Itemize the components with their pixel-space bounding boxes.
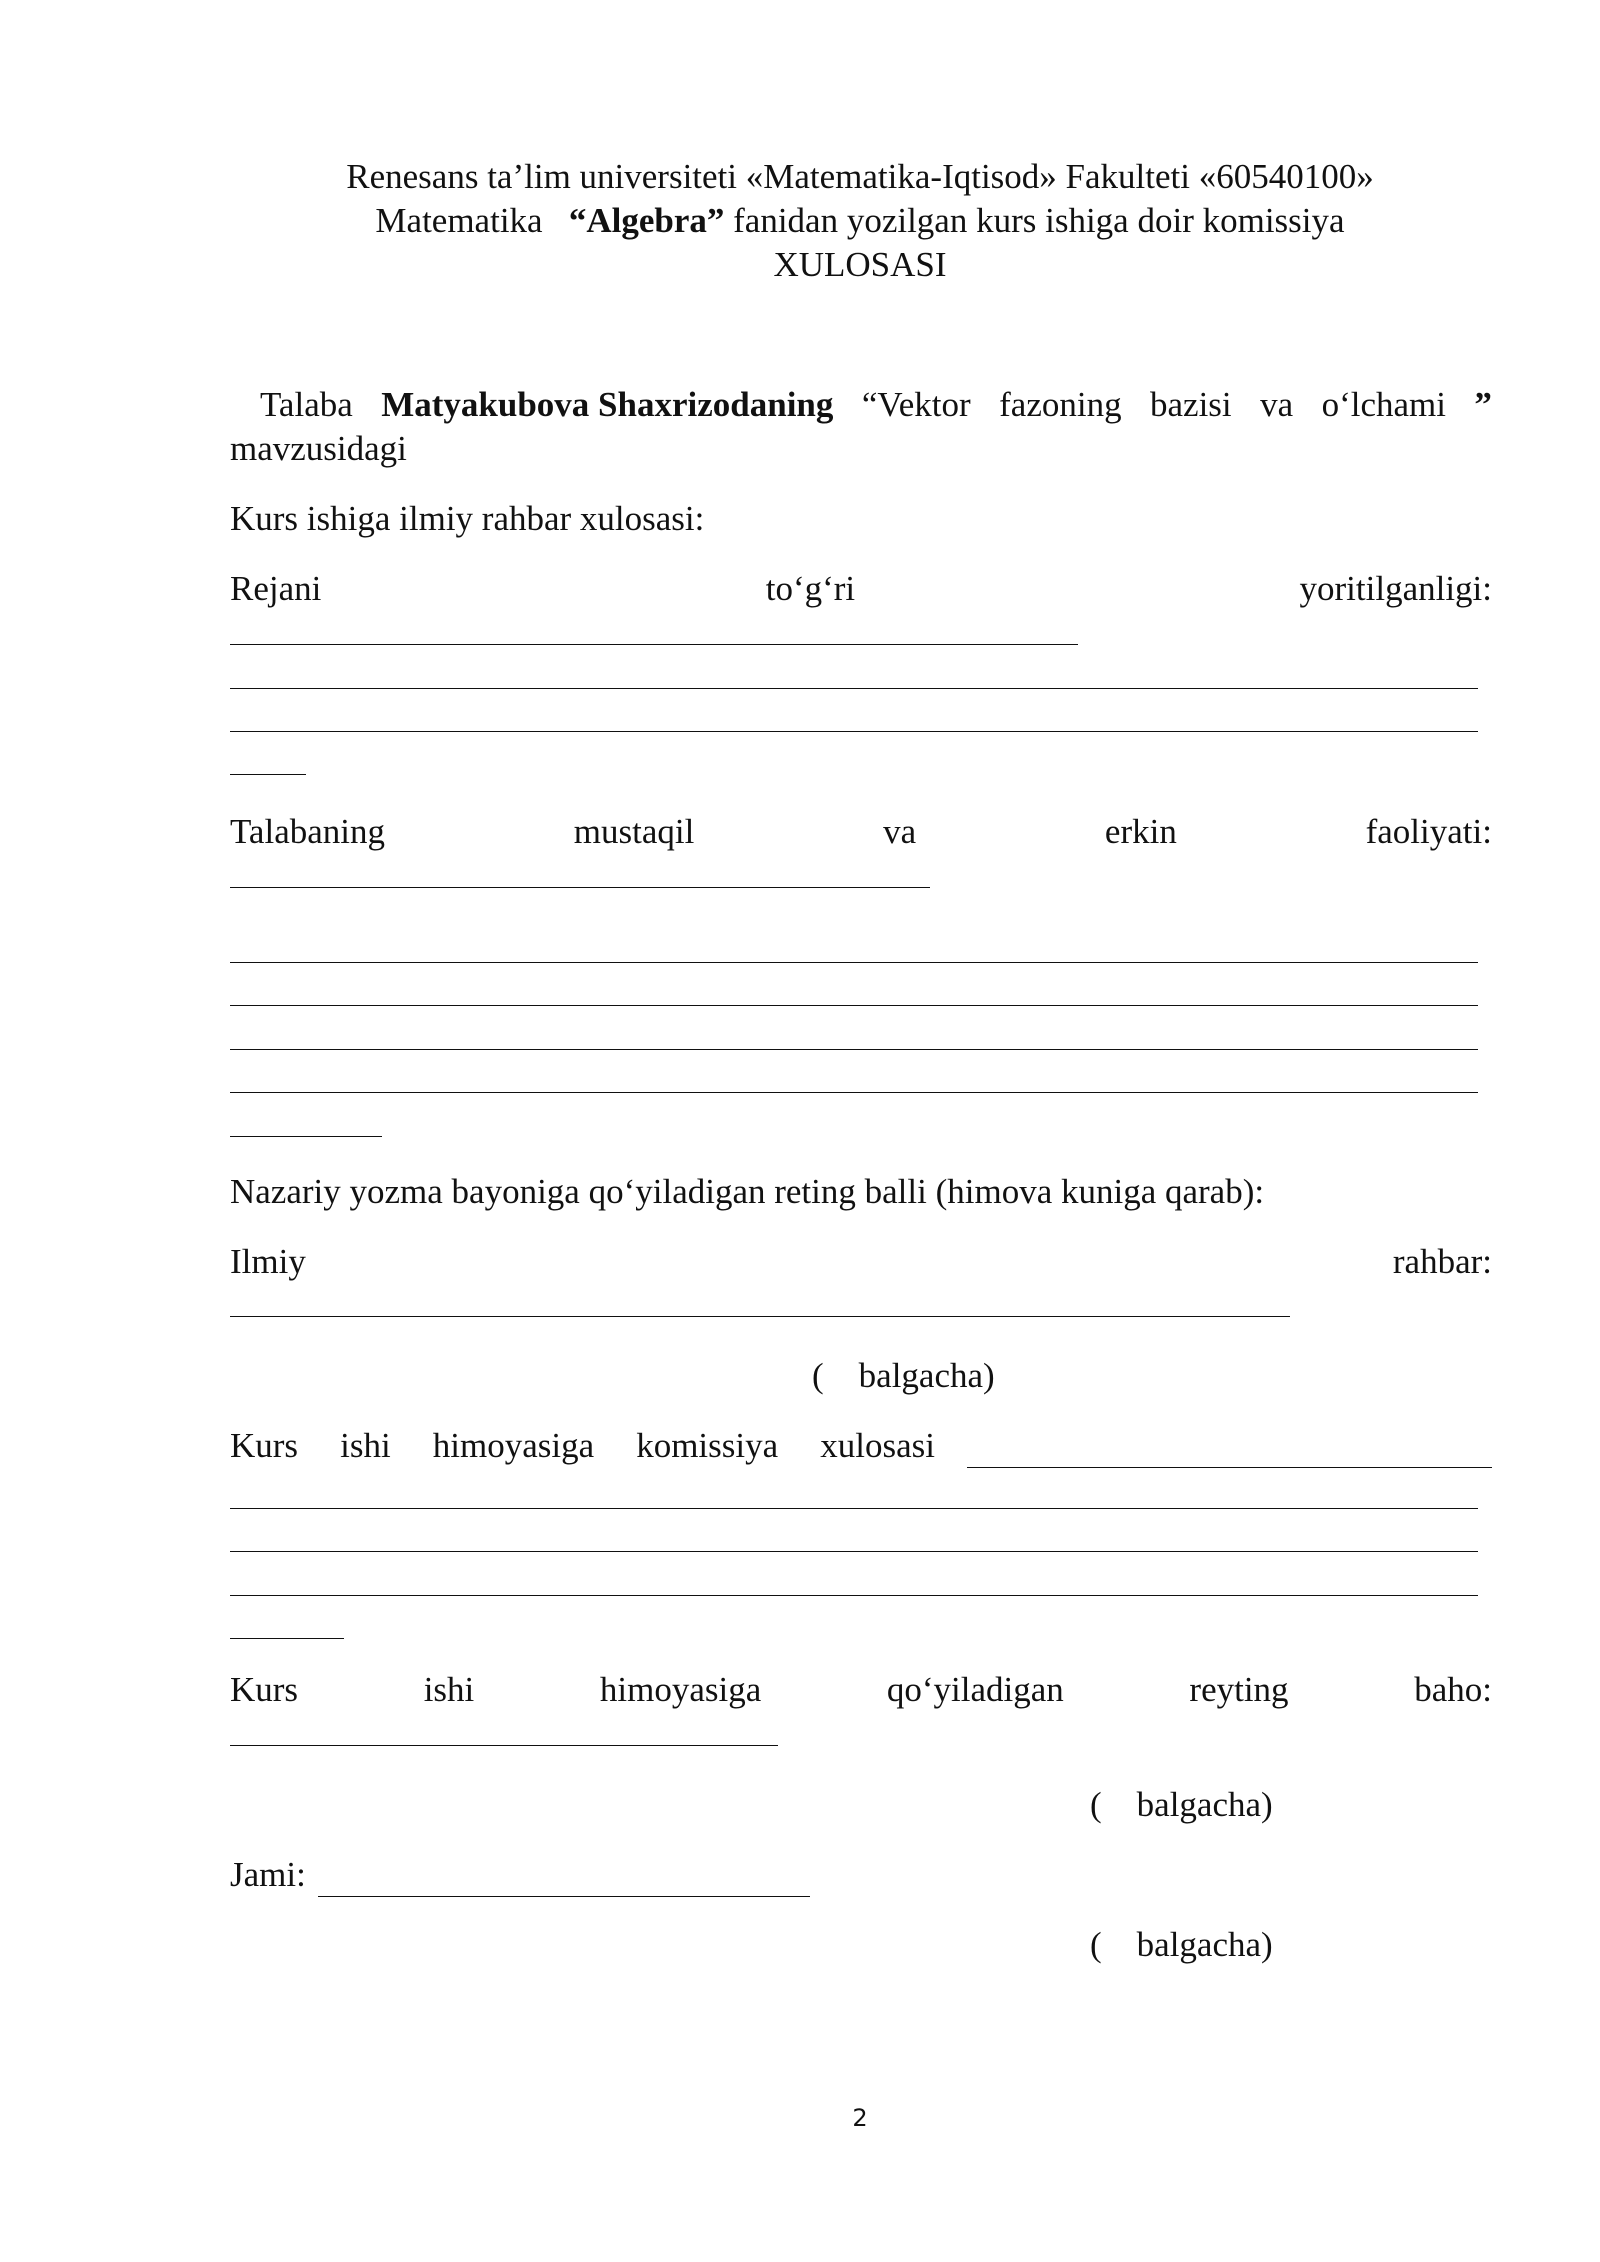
intro-line-2: mavzusidagi — [230, 429, 407, 468]
intro-word: “Vektor — [861, 385, 971, 424]
header-line-1: Renesans ta’lim universiteti «Matematika-Iqtisod» Fakulteti «60540100» — [346, 157, 1374, 196]
activity-word: faoliyati: — [1365, 812, 1492, 851]
blank-line[interactable] — [230, 887, 930, 888]
commission-word: xulosasi — [820, 1426, 935, 1465]
intro-line-1 — [260, 383, 1492, 427]
commission-word: Kurs — [230, 1426, 299, 1465]
blank-line[interactable] — [230, 1316, 1290, 1317]
defense-word: ishi — [423, 1670, 475, 1709]
header-title: XULOSASI — [773, 245, 947, 284]
blank-line[interactable] — [230, 1638, 344, 1639]
header-description: fanidan yozilgan kurs ishiga doir komissiya — [733, 201, 1345, 240]
blank-line[interactable] — [230, 962, 1478, 963]
activity-word: erkin — [1104, 812, 1177, 851]
activity-word: va — [883, 812, 917, 851]
blank-line[interactable] — [230, 688, 1478, 689]
total-label: Jami: — [230, 1855, 306, 1894]
blank-line[interactable] — [967, 1441, 1492, 1468]
blank-line[interactable] — [230, 1595, 1478, 1596]
blank-line[interactable] — [230, 1092, 1478, 1093]
blank-line[interactable] — [230, 1005, 1478, 1006]
intro-word: o‘lchami — [1321, 385, 1446, 424]
points-note: ( balgacha) — [812, 1356, 995, 1395]
plan-word: Rejani — [230, 569, 322, 608]
total-row — [230, 1853, 810, 1897]
defense-rating-label — [230, 1668, 1492, 1712]
defense-word: qo‘yiladigan — [886, 1670, 1064, 1709]
advisor-label — [230, 1240, 1492, 1284]
plan-word: yoritilganligi: — [1299, 569, 1492, 608]
commission-word: himoyasiga — [432, 1426, 595, 1465]
intro-word: bazisi — [1150, 385, 1232, 424]
blank-line[interactable] — [230, 774, 306, 775]
commission-label — [230, 1424, 1492, 1468]
activity-label — [230, 810, 1492, 854]
intro-quote: ” — [1474, 385, 1492, 424]
intro-word: va — [1260, 385, 1294, 424]
theory-rating-label: Nazariy yozma bayoniga qo‘yiladigan reting balli (himova kuniga qarab): — [230, 1172, 1265, 1211]
blank-line[interactable] — [230, 1551, 1478, 1552]
blank-line[interactable] — [230, 731, 1478, 732]
student-name: Matyakubova Shaxrizodaning — [381, 385, 834, 424]
blank-line[interactable] — [230, 1745, 778, 1746]
defense-word: Kurs — [230, 1670, 299, 1709]
commission-word: ishi — [340, 1426, 391, 1465]
header-specialty: Matematika — [375, 201, 543, 240]
plan-word: to‘g‘ri — [765, 569, 856, 608]
page-number: 2 — [852, 2104, 868, 2132]
blank-line[interactable] — [230, 1136, 382, 1137]
defense-word: baho: — [1414, 1670, 1492, 1709]
advisor-word: rahbar: — [1392, 1242, 1492, 1281]
advisor-word: Ilmiy — [230, 1242, 306, 1281]
total-blank-line[interactable] — [318, 1870, 810, 1897]
blank-line[interactable] — [230, 1508, 1478, 1509]
plan-label — [230, 567, 1492, 611]
commission-word: komissiya — [636, 1426, 779, 1465]
header-line-2 — [0, 199, 1600, 243]
intro-word: fazoning — [999, 385, 1122, 424]
intro-word: Talaba — [260, 385, 353, 424]
header-subject: “Algebra” — [568, 201, 725, 240]
defense-word: reyting — [1189, 1670, 1289, 1709]
defense-word: himoyasiga — [599, 1670, 762, 1709]
points-note: ( balgacha) — [1090, 1785, 1273, 1824]
activity-word: mustaqil — [573, 812, 695, 851]
blank-line[interactable] — [230, 1049, 1478, 1050]
advisor-conclusion-label: Kurs ishiga ilmiy rahbar xulosasi: — [230, 499, 705, 538]
activity-word: Talabaning — [230, 812, 385, 851]
points-note: ( balgacha) — [1090, 1925, 1273, 1964]
blank-line[interactable] — [230, 644, 1078, 645]
